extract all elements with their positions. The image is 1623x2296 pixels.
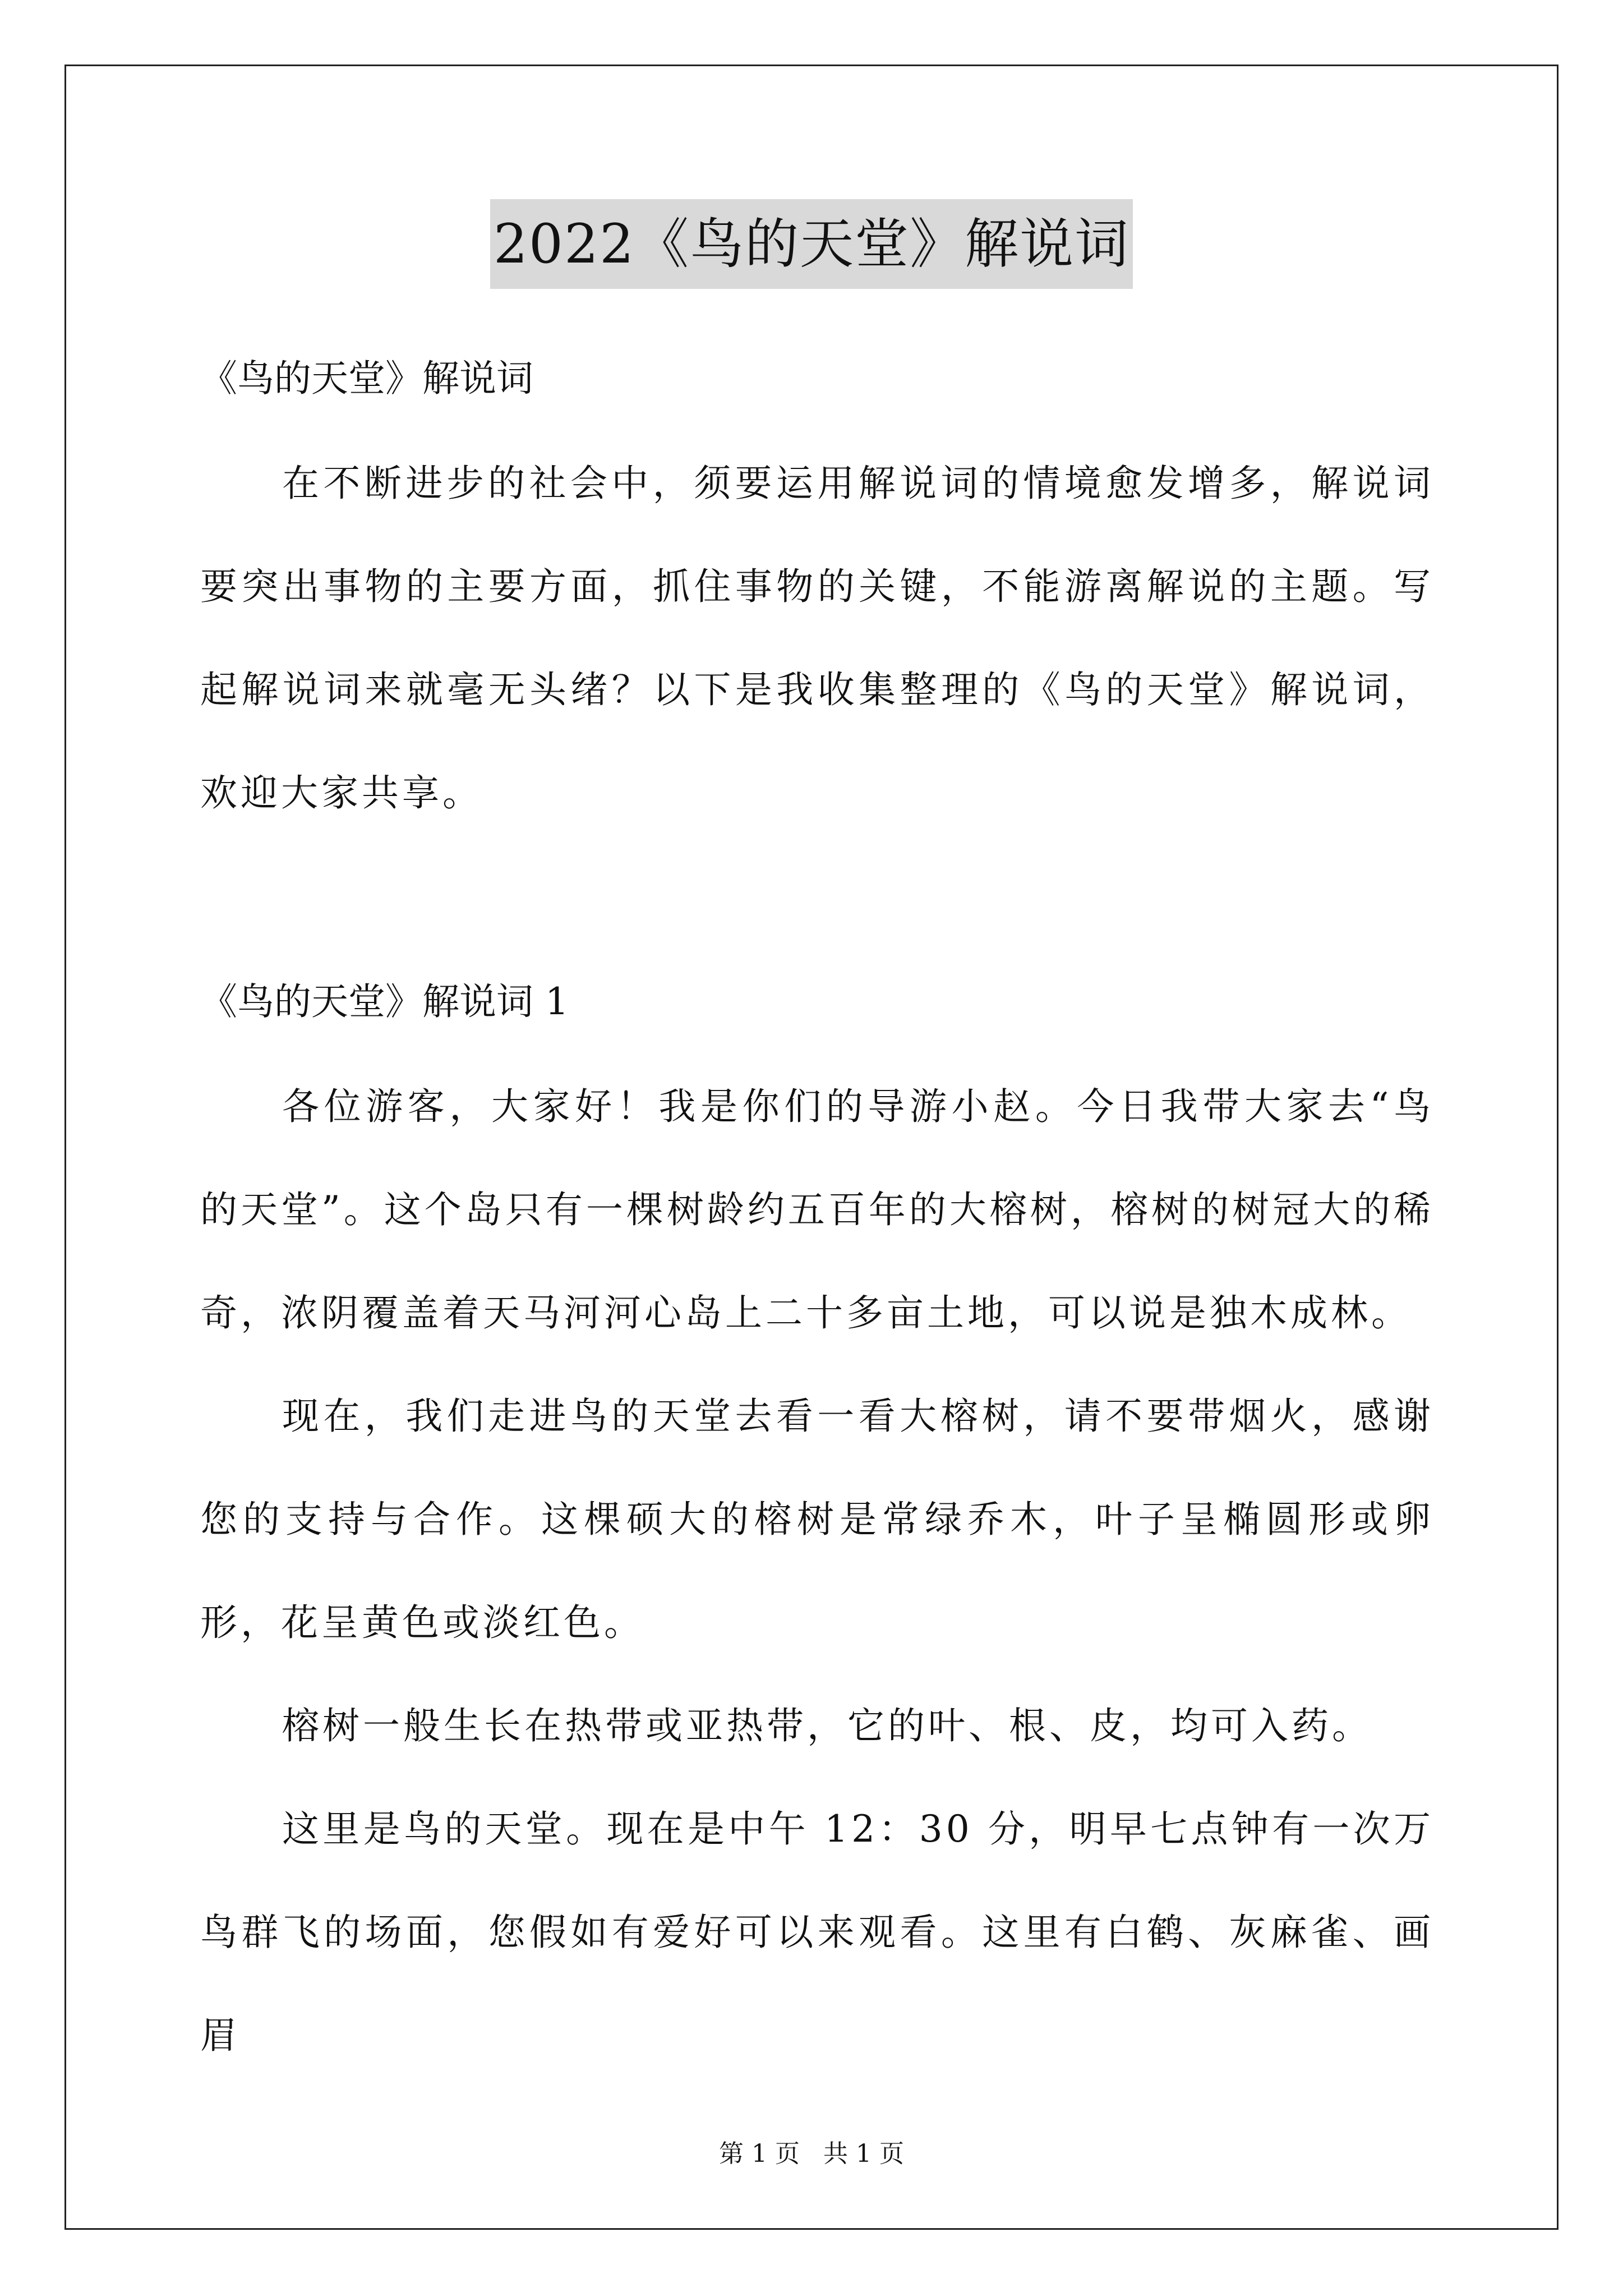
page-number: 第 1 页 [719,2139,800,2168]
document-subtitle: 《鸟的天堂》解说词 [200,357,533,400]
section-heading: 《鸟的天堂》解说词 1 [200,980,569,1023]
body-paragraph-4: 这里是鸟的天堂。现在是中午 12：30 分，明早七点钟有一次万鸟群飞的场面，您假如有爱好可以来观看。这里有白鹤、灰麻雀、画眉 [200,1807,1434,2057]
page-total: 共 1 页 [823,2139,904,2168]
page-footer [0,2137,1623,2171]
body-paragraph-1: 各位游客，大家好！我是你们的导游小赵。今日我带大家去“鸟的天堂”。这个岛只有一棵树龄约五百年的大榕树，榕树的树冠大的稀奇，浓阴覆盖着天马河河心岛上二十多亩土地，可以说是独木成林。 [200,1085,1434,1335]
section-spacer [200,845,1434,949]
body-paragraph-3: 榕树一般生长在热带或亚热带，它的叶、根、皮，均可入药。 [282,1704,1372,1747]
document-body [200,325,1434,2087]
body-paragraph-2: 现在，我们走进鸟的天堂去看一看大榕树，请不要带烟火，感谢您的支持与合作。这棵硕大的榕树是常绿乔木，叶子呈椭圆形或卵形，花呈黄色或淡红色。 [200,1395,1434,1644]
title-container [0,199,1623,289]
intro-paragraph: 在不断进步的社会中，须要运用解说词的情境愈发增多，解说词要突出事物的主要方面，抓住事物的关键，不能游离解说的主题。写起解说词来就毫无头绪？以下是我收集整理的《鸟的天堂》解说词，欢迎大家共享。 [200,462,1434,815]
document-title: 2022《鸟的天堂》解说词 [490,199,1133,289]
